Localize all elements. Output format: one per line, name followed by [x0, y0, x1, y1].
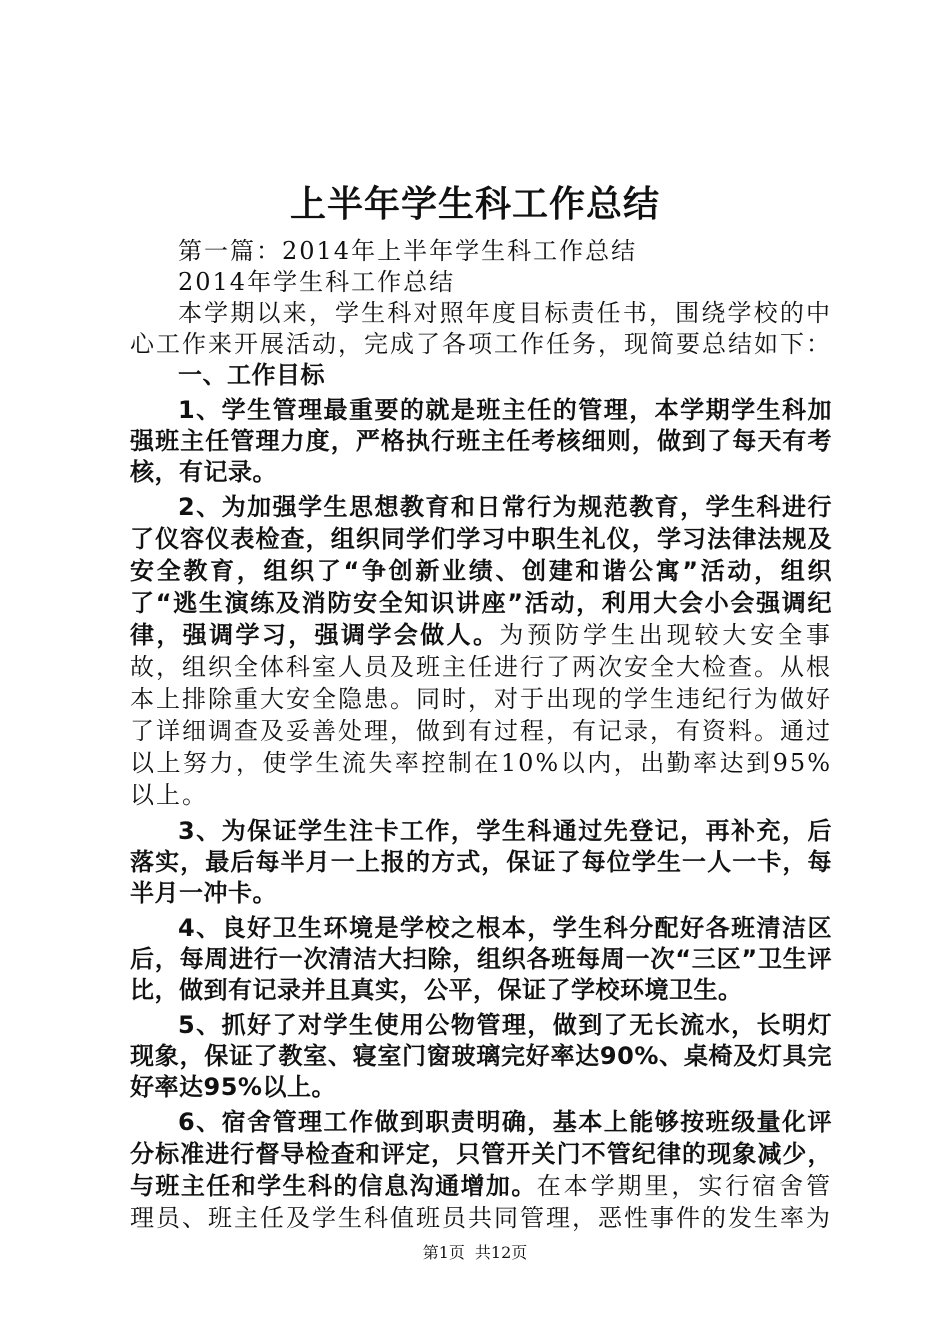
paragraph-item-2	[130, 492, 832, 812]
paragraph-intro: 本学期以来，学生科对照年度目标责任书，围绕学校的中心工作来开展活动，完成了各项工作任务，现简要总结如下：	[130, 299, 832, 358]
paragraph-subtitle: 2014年学生科工作总结	[178, 268, 456, 296]
paragraph-item-2-bold: 2、为加强学生思想教育和日常行为规范教育，学生科进行了仪容仪表检查，组织同学们学习中职生礼仪，学习法律法规及安全教育，组织了“争创新业绩、创建和谐公寓”活动，组织了“逃生演练及消防安全知识讲座”活动，利用大会小会强调纪律，强调学习，强调学会做人。	[130, 493, 832, 649]
paragraph-heading-work-goals: 一、工作目标	[178, 361, 325, 389]
paragraph-item-5: 5、抓好了对学生使用公物管理，做到了无长流水，长明灯现象，保证了教室、寝室门窗玻璃完好率达90%、桌椅及灯具完好率达95%以上。	[130, 1011, 832, 1101]
paragraph-item-6-bold: 6、宿舍管理工作做到职责明确，基本上能够按班级量化评分标准进行督导检查和评定，只管开关门不管纪律的现象减少，与班主任和学生科的信息沟通增加。	[130, 1108, 832, 1200]
paragraph-item-6	[130, 1107, 832, 1235]
page-total: 共12页	[474, 1243, 528, 1262]
document-title: 上半年学生科工作总结	[289, 184, 660, 225]
paragraph-item-4: 4、良好卫生环境是学校之根本，学生科分配好各班清洁区后，每周进行一次清洁大扫除，组织各班每周一次“三区”卫生评比，做到有记录并且真实，公平，保证了学校环境卫生。	[130, 914, 832, 1004]
page-footer	[0, 1242, 950, 1264]
paragraph-item-1: 1、学生管理最重要的就是班主任的管理，本学期学生科加强班主任管理力度，严格执行班主任考核细则，做到了每天有考核，有记录。	[130, 396, 832, 486]
paragraph-item-3: 3、为保证学生注卡工作，学生科通过先登记，再补充，后落实，最后每半月一上报的方式，保证了每位学生一人一卡，每半月一冲卡。	[130, 817, 832, 907]
paragraph-item-2-serif: 为预防学生出现较大安全事故，组织全体科室人员及班主任进行了两次安全大检查。从根本上排除重大安全隐患。同时，对于出现的学生违纪行为做好了详细调查及妥善处理，做到有过程，有记录，有资料。通过以上努力，使学生流失率控制在10%以内，出勤率达到95%以上。	[130, 621, 833, 809]
paragraph-item-6-serif: 在本学期里，实行宿舍管理员、班主任及学生科值班员共同管理，恶性事件的发生率为	[130, 1172, 833, 1232]
page-number: 第1页	[422, 1243, 465, 1262]
paragraph-section-heading: 第一篇：2014年上半年学生科工作总结	[178, 237, 638, 265]
document-body	[130, 236, 832, 1235]
